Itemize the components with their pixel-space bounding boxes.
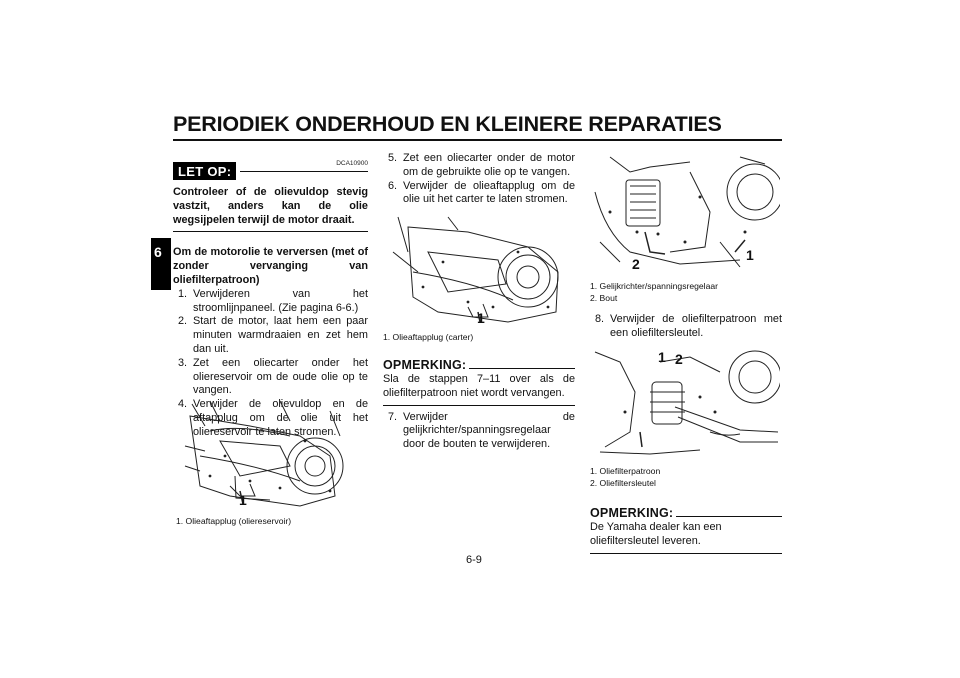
figure-caption: 1. Olieaftapplug (oliereservoir) bbox=[176, 516, 292, 526]
notice-end-rule bbox=[173, 231, 368, 232]
column-2-note bbox=[383, 358, 575, 452]
step-5: 5. Zet een oliecarter onder de motor om de gebruikte olie op te vangen. bbox=[388, 152, 575, 178]
notice-label: LET OP: bbox=[173, 162, 236, 180]
note-end-rule bbox=[383, 405, 575, 406]
steps-5-6 bbox=[383, 152, 575, 207]
step-4: 4. Verwijder de olievuldop en de aftapplug om de olie uit het oliereservoir te laten stromen. bbox=[178, 398, 368, 438]
figure-caption-list bbox=[590, 281, 785, 304]
figure-caption-list bbox=[590, 466, 785, 489]
chapter-number: 6 bbox=[154, 244, 162, 260]
step-1: 1. Verwijderen van het stroomlijnpaneel. (Zie pagina 6-6.) bbox=[178, 287, 368, 314]
figure-callout-1: 1 bbox=[477, 310, 485, 326]
note-line bbox=[676, 516, 782, 517]
note-line bbox=[469, 368, 575, 369]
note-end-rule bbox=[590, 553, 782, 554]
column-3-step8 bbox=[590, 313, 782, 341]
figure-callout-2: 2 bbox=[675, 351, 683, 367]
figure-callout-1: 1 bbox=[746, 247, 754, 263]
note-text: Sla de stappen 7–11 over als de oliefilterpatroon niet wordt vervangen. bbox=[383, 373, 575, 399]
note-header bbox=[383, 358, 575, 372]
step-2: 2. Start de motor, laat hem een paar minuten warmdraaien en zet hem dan uit. bbox=[178, 315, 368, 355]
column-2-top bbox=[383, 152, 575, 207]
figure-caption-2: 2. Bout bbox=[590, 292, 618, 303]
figure-caption: 1. Olieaftapplug (carter) bbox=[383, 332, 474, 342]
figure-caption-1: 1. Oliefilterpatroon bbox=[590, 466, 661, 476]
step-3: 3. Zet een oliecarter onder het oliereservoir om de oude olie op te vangen. bbox=[178, 356, 368, 397]
note-text: De Yamaha dealer kan een oliefiltersleutel leveren. bbox=[590, 521, 722, 547]
notice-code: DCA10900 bbox=[336, 160, 368, 167]
step-6: 6. Verwijder de olieaftapplug om de olie uit het carter te laten stromen. bbox=[388, 179, 575, 206]
note-label: OPMERKING: bbox=[590, 506, 674, 520]
step-7: 7. Verwijder de gelijkrichter/spanningsregelaar door de bouten te verwijderen. bbox=[388, 410, 575, 451]
figure-caption-1: 1. Gelijkrichter/spanningsregelaar bbox=[590, 281, 719, 291]
note-label: OPMERKING: bbox=[383, 358, 467, 372]
figure-caption-2: 2. Oliefiltersleutel bbox=[590, 477, 656, 488]
figure-callout-2: 2 bbox=[632, 256, 640, 272]
steps-8 bbox=[590, 313, 782, 341]
title-rule bbox=[173, 139, 782, 141]
illustration-oil-filter-wrench bbox=[590, 342, 780, 460]
notice-text: Controleer of de olievuldop stevig vastzit, anders kan de olie wegsijpelen terwijl de motor draait. bbox=[173, 186, 368, 226]
figure-callout-1: 1 bbox=[658, 349, 666, 365]
notice-line bbox=[240, 171, 368, 172]
column-3-note bbox=[590, 506, 782, 554]
section-heading: Om de motorolie te verversen (met of zonder vervanging van oliefilterpatroon) bbox=[173, 246, 368, 286]
steps-7 bbox=[383, 411, 575, 452]
page-number: 6-9 bbox=[466, 554, 482, 566]
page-title: PERIODIEK ONDERHOUD EN KLEINERE REPARATIES bbox=[173, 112, 722, 136]
step-8: 8. Verwijder de oliefilterpatroon met een oliefiltersleutel. bbox=[595, 313, 782, 339]
illustration-reservoir-drain-plug bbox=[180, 396, 360, 511]
note-header bbox=[590, 506, 782, 520]
figure-callout-1: 1 bbox=[239, 492, 247, 508]
